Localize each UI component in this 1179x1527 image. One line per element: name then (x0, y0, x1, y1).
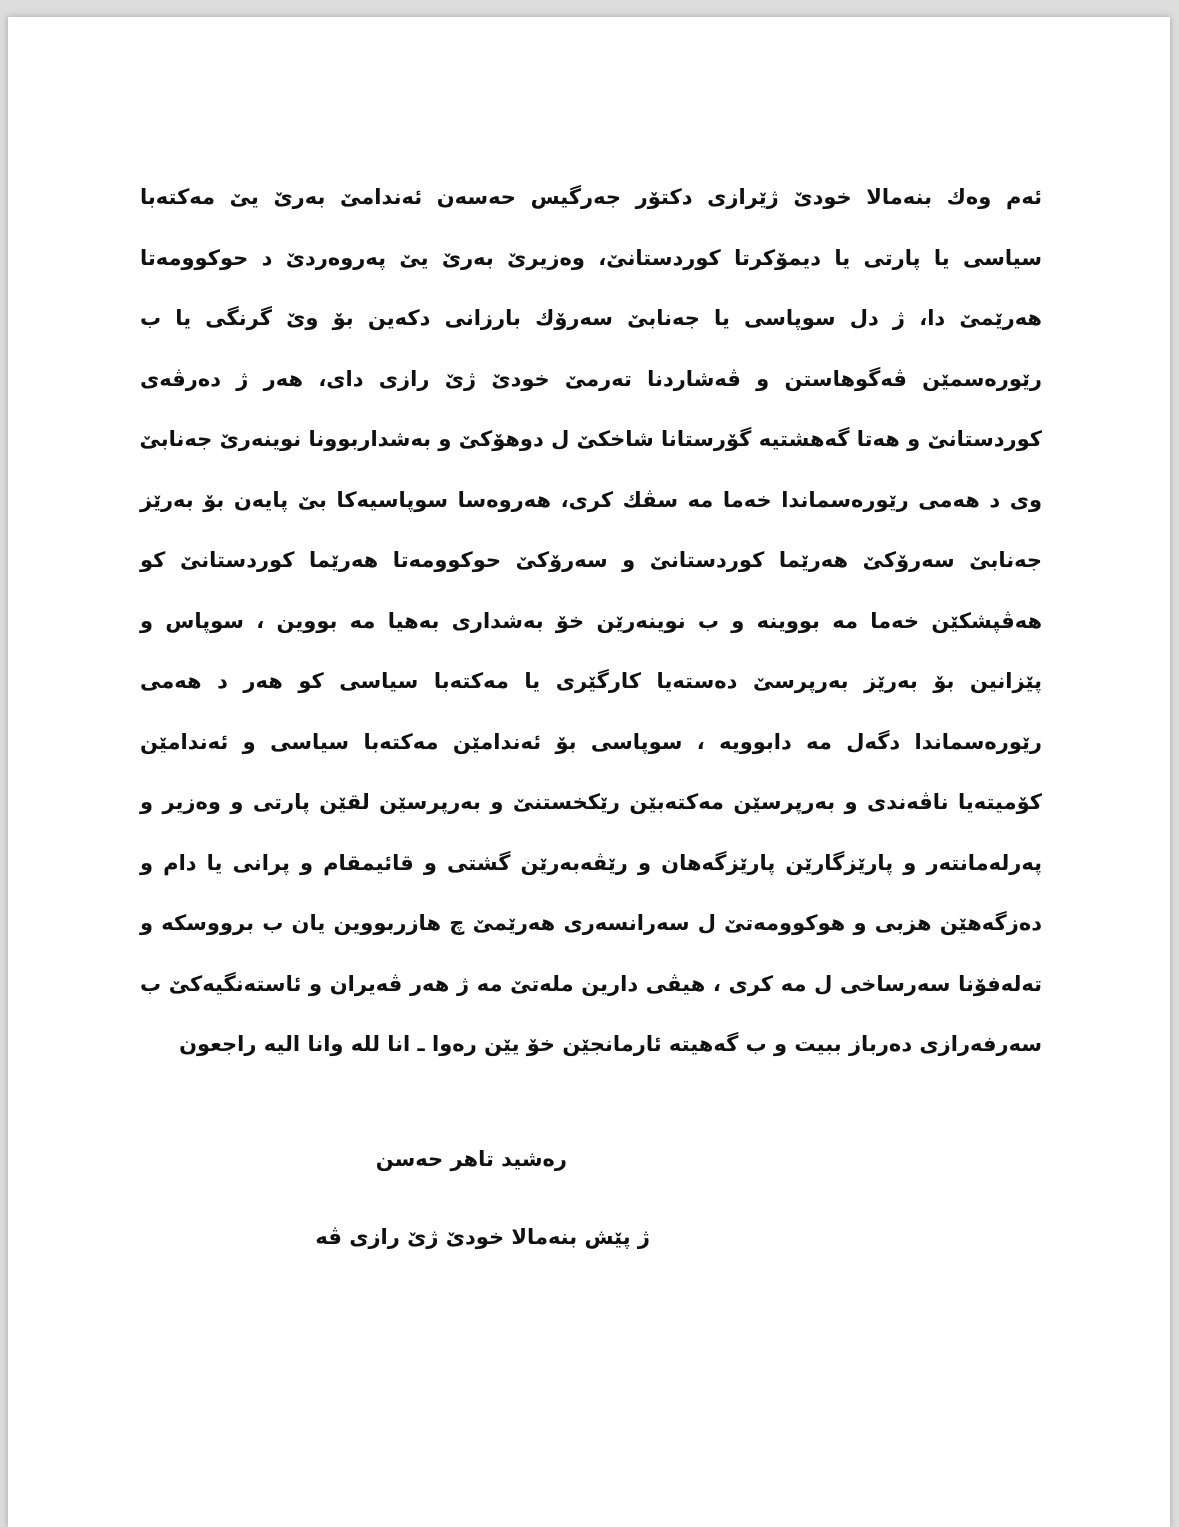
body-line-10: رێورەسماندا دگەل مە دابوویە ، سوپاسی بۆ ئەندامێن مەكتەبا سیاسی و ئەندامێن (140, 729, 1042, 754)
body-line-9: پێزانین بۆ بەرێز بەرپرسێ دەستەیا كارگێری یا مەكتەبا سیاسی كو هەر د هەمی (140, 669, 1042, 693)
body-line-2: سیاسی یا پارتی یا دیمۆكرتا كوردستانێ، وەزیرێ بەرێ یێ پەروەردێ د حوكوومەتا (140, 245, 1042, 270)
body-line-1: ئەم وەك بنەمالا خودێ ژێرازی دكتۆر جەرگیس حەسەن ئەندامێ بەرێ یێ مەكتەبا (140, 185, 1042, 209)
document-page (8, 17, 1170, 1527)
body-line-6: وی د هەمی رێورەسماندا خەما مە سڤك كری، هەروەسا سوپاسیەكا بێ پایەن بۆ بەرێز (140, 487, 1042, 512)
signature-name: رەشید تاهر حەسن (375, 1147, 567, 1171)
body-line-13: دەزگەهێن هزبی و هوكوومەتێ ل سەرانسەری هەرێمێ چ هازربووین یان ب برووسكە و (140, 911, 1042, 935)
body-line-7: جەنابێ سەرۆكێ هەرێما كوردستانێ و سەرۆكێ حوكوومەتا هەرێما كوردستانێ كو (140, 548, 1042, 572)
body-line-3: هەرێمێ دا، ژ دل سوپاسی یا جەنابێ سەرۆك بارزانی دكەین بۆ وێ گرنگی یا ب (140, 306, 1042, 330)
body-line-14: تەلەفۆنا سەرساخی ل مە كری ، هیڤی دارین ملەتێ مە ژ هەر ڤەیران و ئاستەنگیەكێ ب (140, 971, 1042, 996)
body-line-12: پەرلەمانتەر و پارێزگارێن پارێزگەهان و رێڤەبەرێن گشتی و قائیمقام و پرانی یا دام و (140, 850, 1042, 875)
letter-body (140, 167, 1042, 1075)
body-line-5: كوردستانێ و هەتا گەهشتیە گۆرستانا شاخكێ ل دوهۆكێ و بەشداربوونا نوینەرێ جەنابێ (139, 427, 1042, 451)
body-line-11: كۆمیتەیا ناڤەندی و بەرپرسێن مەكتەبێن رێكخستنێ و بەرپرسێن لقێن پارتی و وەزیر و (140, 790, 1042, 814)
body-line-4: رێورەسمێن ڤەگوهاستن و ڤەشاردنا تەرمێ خودێ ژێ رازی دای، هەر ژ دەرڤەی (140, 366, 1042, 391)
body-line-8: هەڤپشكێن خەما مە بووینە و ب نوینەرێن خۆ بەشداری بەهیا مە بووین ، سوپاس و (140, 608, 1042, 633)
body-line-15: سەرفەرازی دەرباز ببیت و ب گەهیتە ئارمانجێن خۆ یێن رەوا ـ انا لله وانا الیه راجعون (179, 1032, 1042, 1056)
signature-organization: ژ پێش بنەمالا خودێ ژێ رازی ڤە (315, 1225, 650, 1249)
